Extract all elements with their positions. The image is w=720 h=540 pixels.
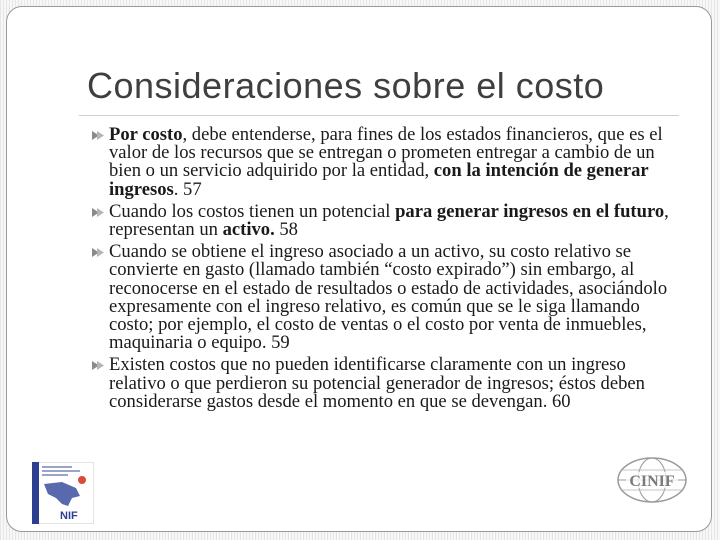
cinif-logo-text: CINIF [629, 473, 675, 490]
bullet-text: Cuando se obtiene el ingreso asociado a un activo, su costo relativo se convierte en gasto (llamado también “costo expirado”) sin embargo, al reconocerse en el estado de resultados o estado de actividades, asociándolo expresamente con el ingreso relativo, es común que se le siga llamando costo; por ejemplo, el costo de ventas o el costo por venta de inmuebles, maquinaria o equipo. 59 [109, 241, 668, 354]
bullet-item [93, 126, 687, 199]
bullet-list [93, 126, 687, 415]
bullet-bold-part: activo. [222, 219, 275, 241]
bullet-bold-lead: Por costo [109, 124, 183, 145]
bullet-text [109, 200, 687, 241]
bullet-arrow-icon [91, 130, 105, 141]
bullet-text-part: 58 [274, 219, 298, 241]
cinif-logo [614, 454, 690, 506]
title-divider [79, 115, 679, 116]
nif-logo-text: NIF [60, 510, 78, 522]
nif-book-logo [32, 462, 94, 524]
bullet-bold-part: con la intención de generar ingresos [109, 160, 649, 200]
bullet-text-part: , representan un [109, 200, 669, 241]
bullet-text: Existen costos que no pueden identificarse claramente con un ingreso relativo o que perdieron su potencial generador de ingresos; éstos deben considerarse gastos desde el momento en que se devengan. 60 [109, 354, 645, 412]
bullet-item [93, 200, 687, 241]
bullet-arrow-icon [91, 207, 105, 218]
bullet-arrow-icon [91, 360, 105, 371]
slide-frame [6, 6, 712, 532]
bullet-arrow-icon [91, 247, 105, 258]
bullet-text-part: , debe entenderse, para fines de los estados financieros, que es el valor de los recursos que se entregan o prometen entregar a cambio de un bien o un servicio adquirido por la entidad, [109, 124, 663, 182]
bullet-text-part: Cuando los costos tienen un potencial [109, 200, 396, 222]
bullet-item [93, 243, 687, 352]
bullet-text-part: . 57 [173, 178, 202, 200]
bullet-bold-part: para generar ingresos en el futuro [395, 200, 665, 222]
bullet-item [93, 356, 687, 411]
slide-title: Consideraciones sobre el costo [87, 65, 605, 106]
bullet-text [109, 126, 687, 199]
